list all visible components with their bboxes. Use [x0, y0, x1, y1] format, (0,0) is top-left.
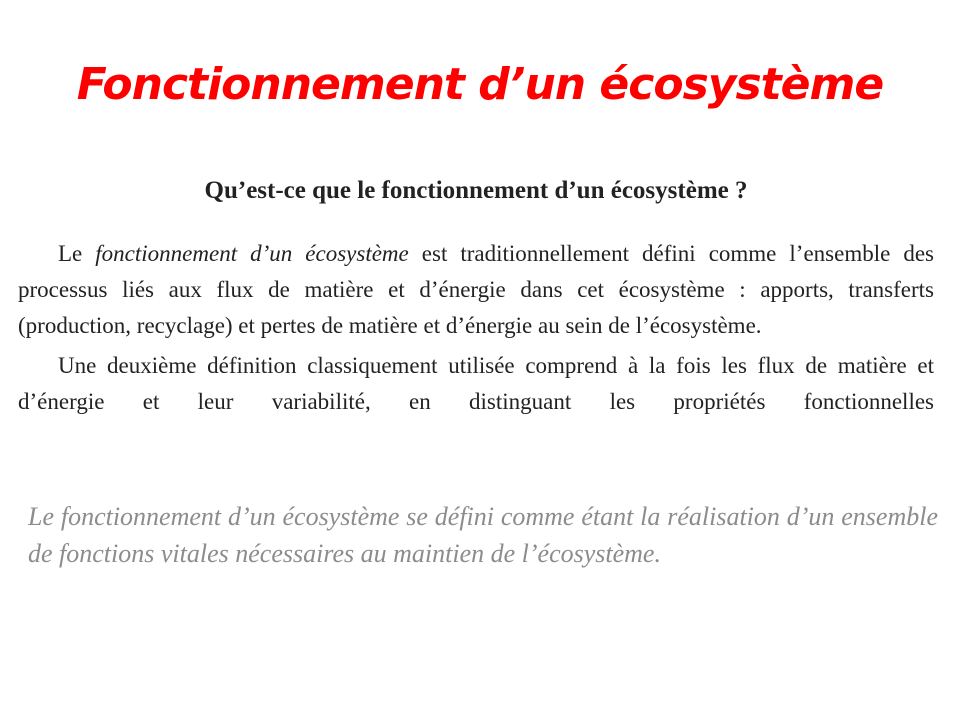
defined-term: fonctionnement d’un écosystème [95, 241, 409, 266]
textbook-excerpt [18, 168, 934, 420]
excerpt-paragraph-1 [18, 236, 934, 344]
paragraph-rest: est traditionnellement défini comme l’ensemble des processus liés aux flux de matière et d’énergie dans cet écosystème : apports, transferts (production, recyclage) et pertes de matière et d’énergie au sein de l’écosystème. [18, 241, 935, 338]
summary-definition: Le fonctionnement d’un écosystème se défini comme étant la réalisation d’un ensemble de fonctions vitales nécessaires au maintien de l’écosystème. [28, 502, 938, 568]
slide-title: Fonctionnement d’un écosystème [76, 59, 884, 110]
paragraph-lead: Le [58, 241, 96, 266]
excerpt-paragraph-2: Une deuxième définition classiquement utilisée comprend à la fois les flux de matière et d’énergie et leur variabilité, en distinguant les propriétés fonctionnelles [18, 353, 934, 414]
excerpt-heading: Qu’est-ce que le fonctionnement d’un écosystème ? [204, 177, 748, 204]
